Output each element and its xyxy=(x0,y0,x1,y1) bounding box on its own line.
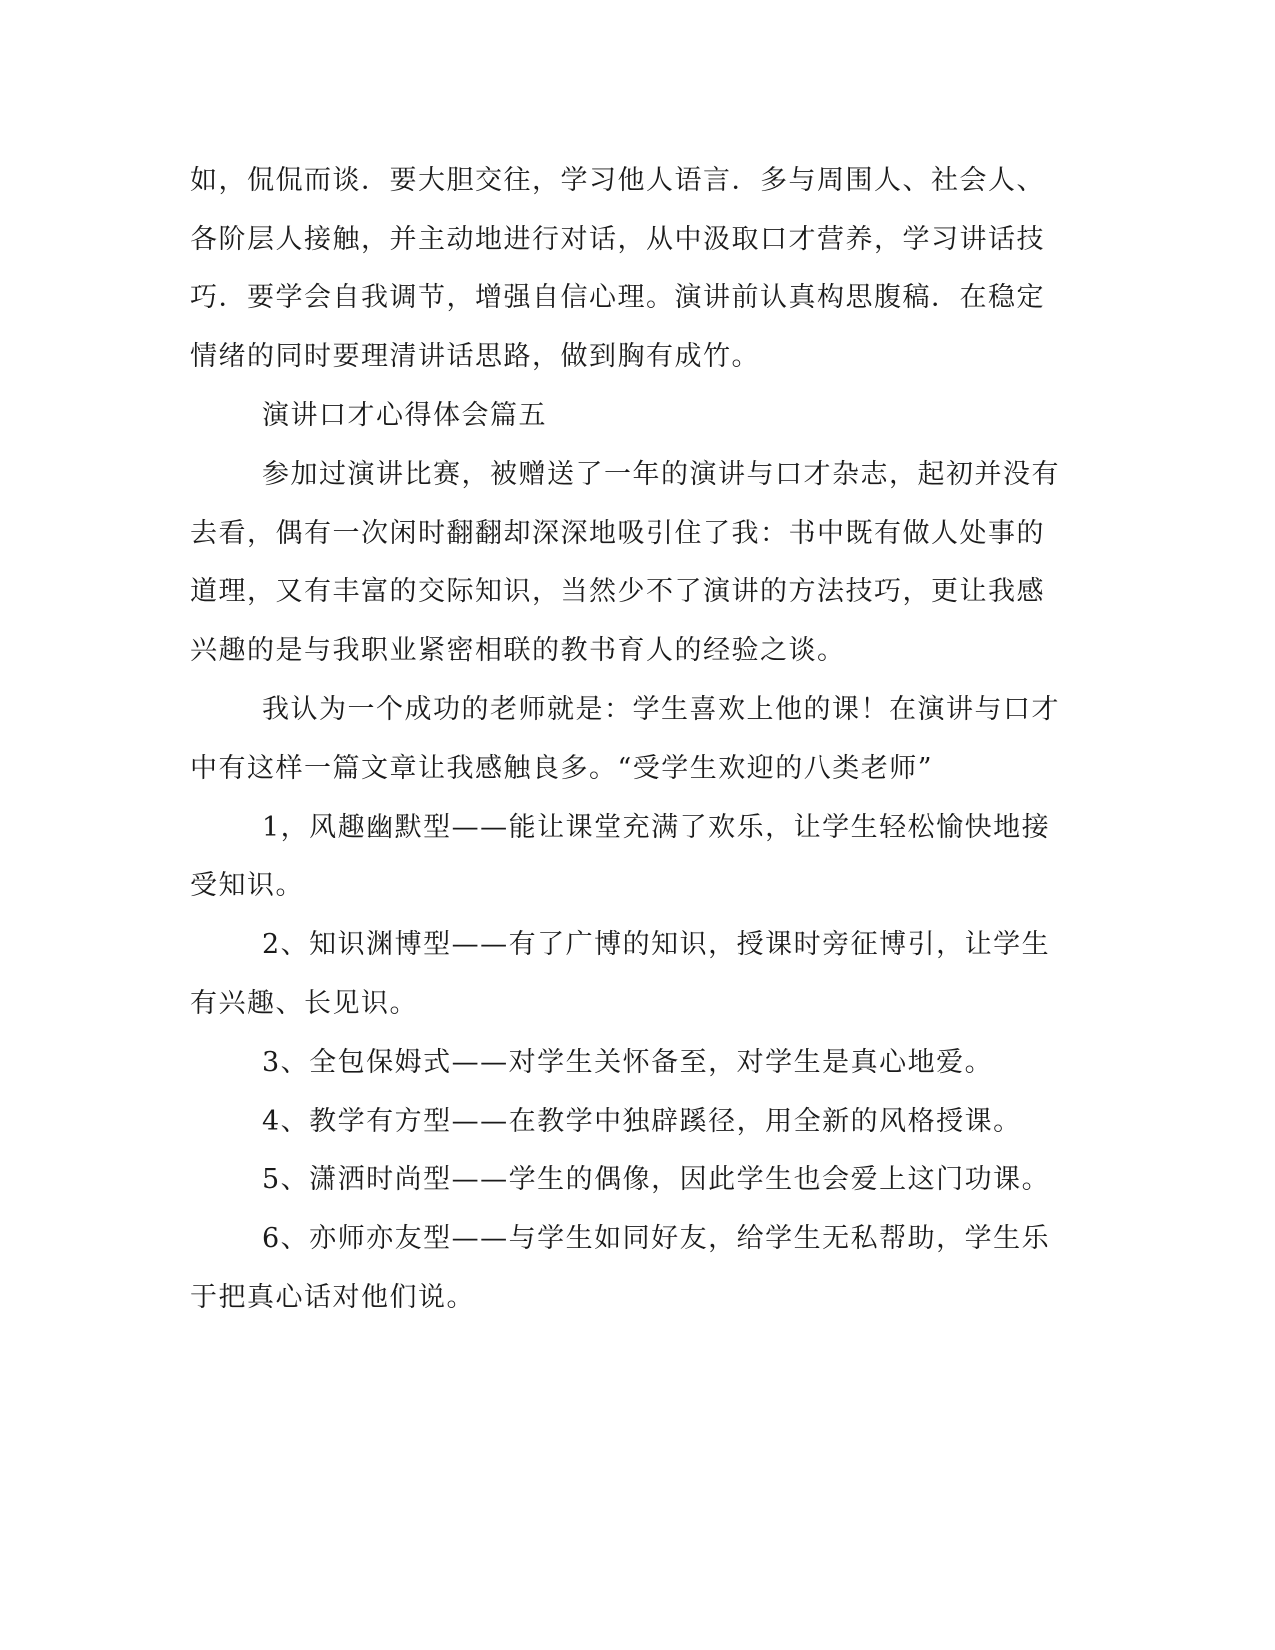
list-item: 有兴趣、长见识。 xyxy=(190,988,418,1019)
list-item: 4、教学有方型——在教学中独辟蹊径，用全新的风格授课。 xyxy=(262,1106,1022,1137)
list-item: 6、亦师亦友型——与学生如同好友，给学生无私帮助，学生乐 xyxy=(262,1223,1051,1254)
text-line: 如，侃侃而谈．要大胆交往，学习他人语言．多与周围人、社会人、 xyxy=(190,165,1045,196)
text-line: 情绪的同时要理清讲话思路，做到胸有成竹。 xyxy=(190,341,760,372)
text-line: 各阶层人接触，并主动地进行对话，从中汲取口才营养，学习讲话技 xyxy=(190,224,1045,255)
text-line: 去看，偶有一次闲时翻翻却深深地吸引住了我：书中既有做人处事的 xyxy=(190,518,1045,549)
text-line: 巧．要学会自我调节，增强自信心理。演讲前认真构思腹稿．在稳定 xyxy=(190,282,1045,313)
list-item: 于把真心话对他们说。 xyxy=(190,1282,475,1313)
text-line: 参加过演讲比赛，被赠送了一年的演讲与口才杂志，起初并没有 xyxy=(262,459,1060,490)
text-line: 兴趣的是与我职业紧密相联的教书育人的经验之谈。 xyxy=(190,635,846,666)
list-item: 3、全包保姆式——对学生关怀备至，对学生是真心地爱。 xyxy=(262,1047,994,1078)
text-line: 我认为一个成功的老师就是：学生喜欢上他的课！在演讲与口才 xyxy=(262,694,1060,725)
text-line: 道理，又有丰富的交际知识，当然少不了演讲的方法技巧，更让我感 xyxy=(190,576,1045,607)
list-item: 受知识。 xyxy=(190,870,304,901)
list-item: 5、潇洒时尚型——学生的偶像，因此学生也会爱上这门功课。 xyxy=(262,1164,1051,1195)
section-heading: 演讲口才心得体会篇五 xyxy=(262,400,547,431)
list-item: 2、知识渊博型——有了广博的知识，授课时旁征博引，让学生 xyxy=(262,929,1051,960)
list-item: 1，风趣幽默型——能让课堂充满了欢乐，让学生轻松愉快地接 xyxy=(262,812,1051,843)
text-line: 中有这样一篇文章让我感触良多。“受学生欢迎的八类老师” xyxy=(190,753,934,784)
